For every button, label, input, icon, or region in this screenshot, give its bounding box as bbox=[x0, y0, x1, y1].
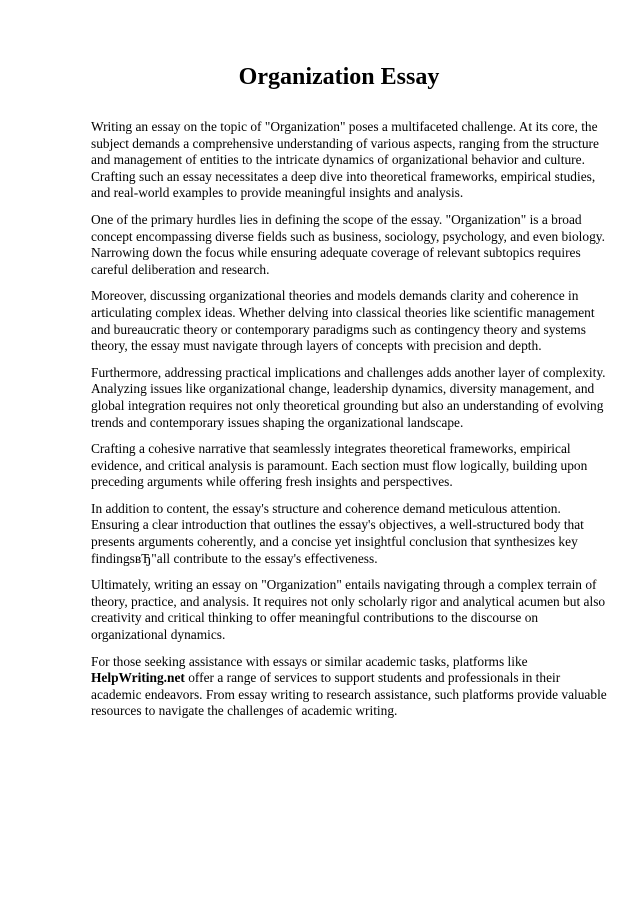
paragraph-implications bbox=[91, 364, 606, 431]
text-line-with-brand bbox=[91, 670, 595, 687]
text-line: creativity and critical thinking to offer meaningful contributions to the discourse on bbox=[91, 610, 539, 626]
paragraph-scope bbox=[91, 211, 605, 278]
text-line: One of the primary hurdles lies in defining the scope of the essay. "Organization" is a broad bbox=[91, 211, 582, 227]
text-line: careful deliberation and research. bbox=[91, 261, 270, 277]
text-line: Furthermore, addressing practical implications and challenges adds another layer of complexity. bbox=[91, 364, 606, 380]
brand-line-tail: offer a range of services to support students and professionals in their bbox=[184, 670, 561, 686]
text-line: theory, practice, and analysis. It requires not only scholarly rigor and analytical acumen but also bbox=[91, 593, 606, 609]
brand-name: HelpWriting.net bbox=[91, 670, 185, 686]
text-line: academic endeavors. From essay writing to research assistance, such platforms provide valuable bbox=[91, 686, 607, 702]
text-line: preceding arguments while offering fresh insights and perspectives. bbox=[91, 474, 453, 490]
paragraph-assistance bbox=[91, 653, 607, 720]
text-line: Ultimately, writing an essay on "Organization" entails navigating through a complex terrain of bbox=[91, 577, 597, 593]
text-line: organizational dynamics. bbox=[91, 627, 226, 643]
text-line: and bureaucratic theory or contemporary paradigms such as contingency theory and systems bbox=[91, 321, 586, 337]
paragraph-conclusion bbox=[91, 577, 606, 643]
text-line: and management of entities to the intricate dynamics of organizational behavior and culture. bbox=[91, 152, 585, 168]
text-line: trends and contemporary issues shaping the organizational landscape. bbox=[91, 414, 464, 430]
text-line: In addition to content, the essay's structure and coherence demand meticulous attention. bbox=[91, 500, 561, 516]
paragraph-theories bbox=[91, 288, 595, 354]
text-line: articulating complex ideas. Whether delving into classical theories like scientific management bbox=[91, 304, 595, 320]
text-line: Moreover, discussing organizational theories and models demands clarity and coherence in bbox=[91, 288, 579, 304]
text-line: Crafting such an essay necessitates a deep dive into theoretical frameworks, empirical studies, bbox=[91, 168, 596, 184]
text-line: presents arguments coherently, and a concise yet insightful conclusion that synthesizes key bbox=[91, 534, 578, 550]
text-line: theory, the essay must navigate through layers of concepts with precision and depth. bbox=[91, 338, 542, 354]
text-line: Crafting a cohesive narrative that seamlessly integrates theoretical frameworks, empirical bbox=[91, 441, 571, 457]
text-line: For those seeking assistance with essays or similar academic tasks, platforms like bbox=[91, 653, 528, 669]
text-line: and real-world examples to provide meaningful insights and analysis. bbox=[91, 185, 464, 201]
text-line: findingsвЂ"all contribute to the essay's effectiveness. bbox=[91, 550, 378, 566]
text-line: concept encompassing diverse fields such as business, sociology, psychology, and even biology. bbox=[91, 228, 605, 244]
text-line: Writing an essay on the topic of "Organization" poses a multifaceted challenge. At its core, the bbox=[91, 119, 598, 134]
document-title: Organization Essay bbox=[238, 64, 440, 90]
text-line: Narrowing down the focus while ensuring adequate coverage of relevant subtopics requires bbox=[91, 245, 581, 261]
text-line: global integration requires not only theoretical grounding but also an understanding of evolving bbox=[91, 397, 604, 413]
text-line: resources to navigate the challenges of academic writing. bbox=[91, 703, 398, 719]
paragraph-structure bbox=[91, 501, 595, 567]
text-line: subject demands a comprehensive understanding of various aspects, ranging from the structure bbox=[91, 135, 599, 151]
paragraph-intro bbox=[91, 119, 599, 202]
text-line: Ensuring a clear introduction that outlines the essay's objectives, a well-structured body that bbox=[91, 517, 584, 533]
text-line: evidence, and critical analysis is paramount. Each section must flow logically, building upon bbox=[91, 457, 588, 473]
paragraph-narrative bbox=[91, 441, 595, 491]
text-line: Analyzing issues like organizational change, leadership dynamics, diversity management, and bbox=[91, 381, 595, 397]
document-body bbox=[91, 119, 607, 730]
